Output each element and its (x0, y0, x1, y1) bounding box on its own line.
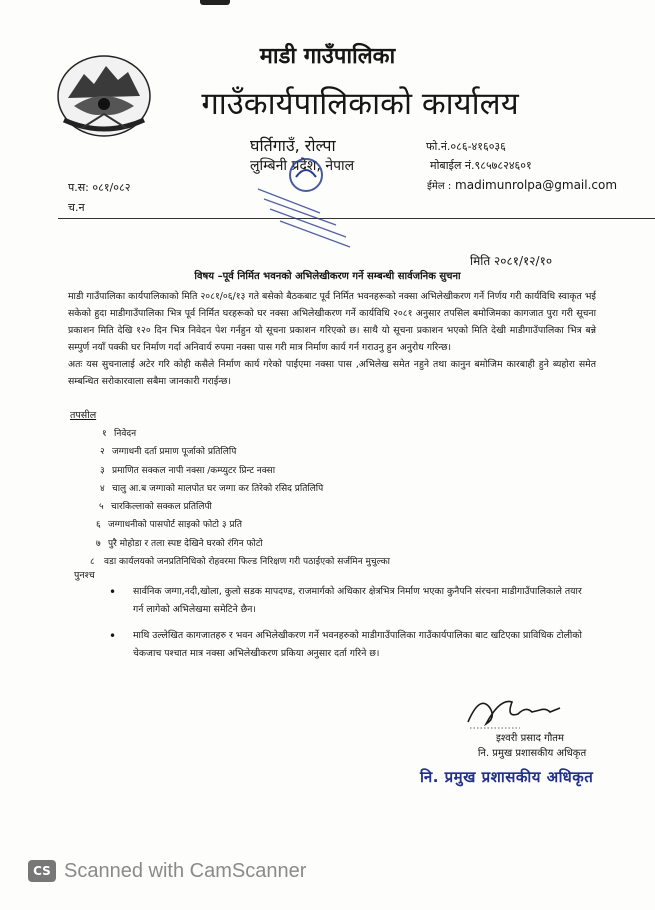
letter-number: प.स: ०८१/०८२ (68, 181, 131, 194)
list-item (68, 425, 528, 443)
list-item-number: ३ (100, 465, 105, 476)
letter-date: मिति २०८१/१२/१० (470, 254, 553, 268)
address-line-2: लुम्बिनी प्रदेश, नेपाल (250, 158, 355, 174)
list-item-text: चालु आ.ब जग्गाको मालपोत घर जग्गा कर तिरेको रसिद प्रतिलिपि (112, 483, 324, 494)
mobile-number: मोबाईल नं.९८५७८२४६०१ (430, 159, 532, 172)
office-seal-stamp (250, 155, 360, 255)
list-item-text: निवेदन (114, 429, 137, 439)
body-paragraph-2: अतः यस सुचनालाई अटेर गरि कोही कसैले निर्माण कार्य गरेको पाईएमा नक्सा पास ,अभिलेख समेत नहुने तथा कानुन बमोजिम कारबाही हुने ब्यहोरा समेत सम्बन्धित सरोकारवाला सबैमा जानकारी गराईन्छ। (68, 359, 596, 387)
list-item-text: चारकिल्लाको सक्कल प्रतिलिपी (111, 502, 212, 513)
scanner-watermark: Scanned with CamScanner (64, 860, 307, 882)
body-paragraph-1: माडी गाउँपालिका कार्यपालिकाको मिति २०८१/०६/१३ गते बसेको बैठकबाट पूर्व निर्मित भवनहरूको नक्सा अभिलेखीकरण गर्ने निर्णय गरी कार्यविधि स्वाकृत भई सकेको हुदा माडीगाउँपालिका भित्र पूर्व निर्मित घरहरूको घर नक्सा अभिलेखीकरण गर्ने कार्यविधि २०८१ अनुसार तपसिल बमोजिमका कागजात पुरा गरी सूचना प्रकाशन मिति देखि १२० दिन भित्र निवेदन पेश गर्नहुन यो सूचना प्रकाशन गरिएको छ। साथै यो सूचना प्रकाशन भएको मिति देखी माडीगाउँपालिका भित्र बन्ने सम्पुर्ण नयाँ पक्की घर निर्माण गर्दा अनिवार्य रुपमा नक्सा पास गरी मात्र निर्माण कार्य गर्न गराउनु हुन अनुरोध गरिन्छ। (68, 291, 596, 353)
camscanner-logo-icon: CS (28, 860, 56, 882)
list-item (68, 553, 528, 571)
list-item-text: जग्गाधनी दर्ता प्रमाण पूर्जाको प्रतिलिपि (112, 447, 237, 458)
list-item-number: ७ (96, 538, 101, 549)
office-name: गाउँकार्यपालिकाको कार्यालय (201, 86, 519, 122)
signatory-designation: नि. प्रमुख प्रशासकीय अधिकृत (477, 748, 587, 759)
note-item (105, 583, 593, 619)
list-item-number: ४ (100, 483, 105, 494)
tapsil-heading: तपसील (70, 410, 97, 421)
note-text: सार्वनिक जग्गा,नदी,खोला, कुलो सडक मापदण्ड, राजमार्गको अधिकार क्षेत्रभित्र निर्माण भएका कुनैपनि संरचना माडीगाउँपालिकाले तयार गर्न लागेको अभिलेखमा समेटिने छैन। (133, 586, 582, 615)
notes-list (105, 583, 593, 671)
letter-body (68, 288, 596, 390)
signatory-name: इश्वरी प्रसाद गौतम (495, 733, 564, 744)
dispatch-number: च.न (68, 201, 85, 214)
letter-subject: विषय –पूर्व निर्मित भवनको अभिलेखीकरण गर्ने सम्बन्धी सार्वजनिक सुचना (194, 271, 461, 282)
list-item (68, 480, 528, 498)
list-item (68, 443, 528, 461)
list-item (68, 535, 528, 553)
email-label: ईमेल : (427, 181, 452, 192)
list-item-number: १ (102, 429, 107, 439)
list-item-text: जग्गाधनीको पासपोर्ट साइको फोटो ३ प्रति (108, 520, 242, 531)
list-item-number: ५ (99, 502, 104, 513)
list-item-number: ८ (90, 557, 95, 568)
bullet-icon: • (109, 585, 117, 599)
designation-stamp: नि. प्रमुख प्रशासकीय अधिकृत (420, 768, 594, 786)
list-item (68, 498, 528, 516)
list-item-text: वडा कार्यलयको जनप्रतिनिधिको रोहवरमा फिल्ड निरिक्षण गरी पठाईएको सर्जमिन मुचुल्का (104, 557, 390, 568)
municipality-name: माडी गाउँपालिका (259, 44, 396, 69)
email-line (427, 178, 617, 192)
phone-number: फो.नं.०८६-४१६०३६ (426, 140, 506, 153)
email-address: madimunrolpa@gmail.com (455, 178, 618, 192)
list-item-number: ६ (96, 520, 101, 531)
tapsil-list (68, 425, 528, 571)
top-edge-mark (200, 0, 230, 5)
list-item (68, 516, 528, 534)
note-text: माथि उल्लेखित कागजातहरु र भवन अभिलेखीकरण गर्ने भवनहरुको माडीगाउँपालिका गाउँकार्यपालिका बाट खटिएका प्राविधिक टोलीको चेकजाच पश्चात मात्र नक्सा अभिलेखीकरण प्रकिया अनुसार दर्ता गरिने छ। (133, 630, 582, 659)
handwritten-signature (460, 688, 570, 732)
punasch-heading: पुनश्च (74, 570, 95, 581)
list-item-number: २ (100, 447, 105, 458)
address-line-1: घर्तिगाउँ, रोल्पा (250, 136, 336, 155)
bullet-icon: • (109, 629, 117, 643)
list-item-text: पुरै मोहोडा र तला स्पष्ट देखिने घरको रंगिन फोटो (108, 538, 263, 549)
list-item-text: प्रमाणित सक्कल नापी नक्सा /कम्प्युटर प्रिन्ट नक्सा (112, 465, 276, 476)
note-item (105, 627, 593, 663)
list-item (68, 462, 528, 480)
